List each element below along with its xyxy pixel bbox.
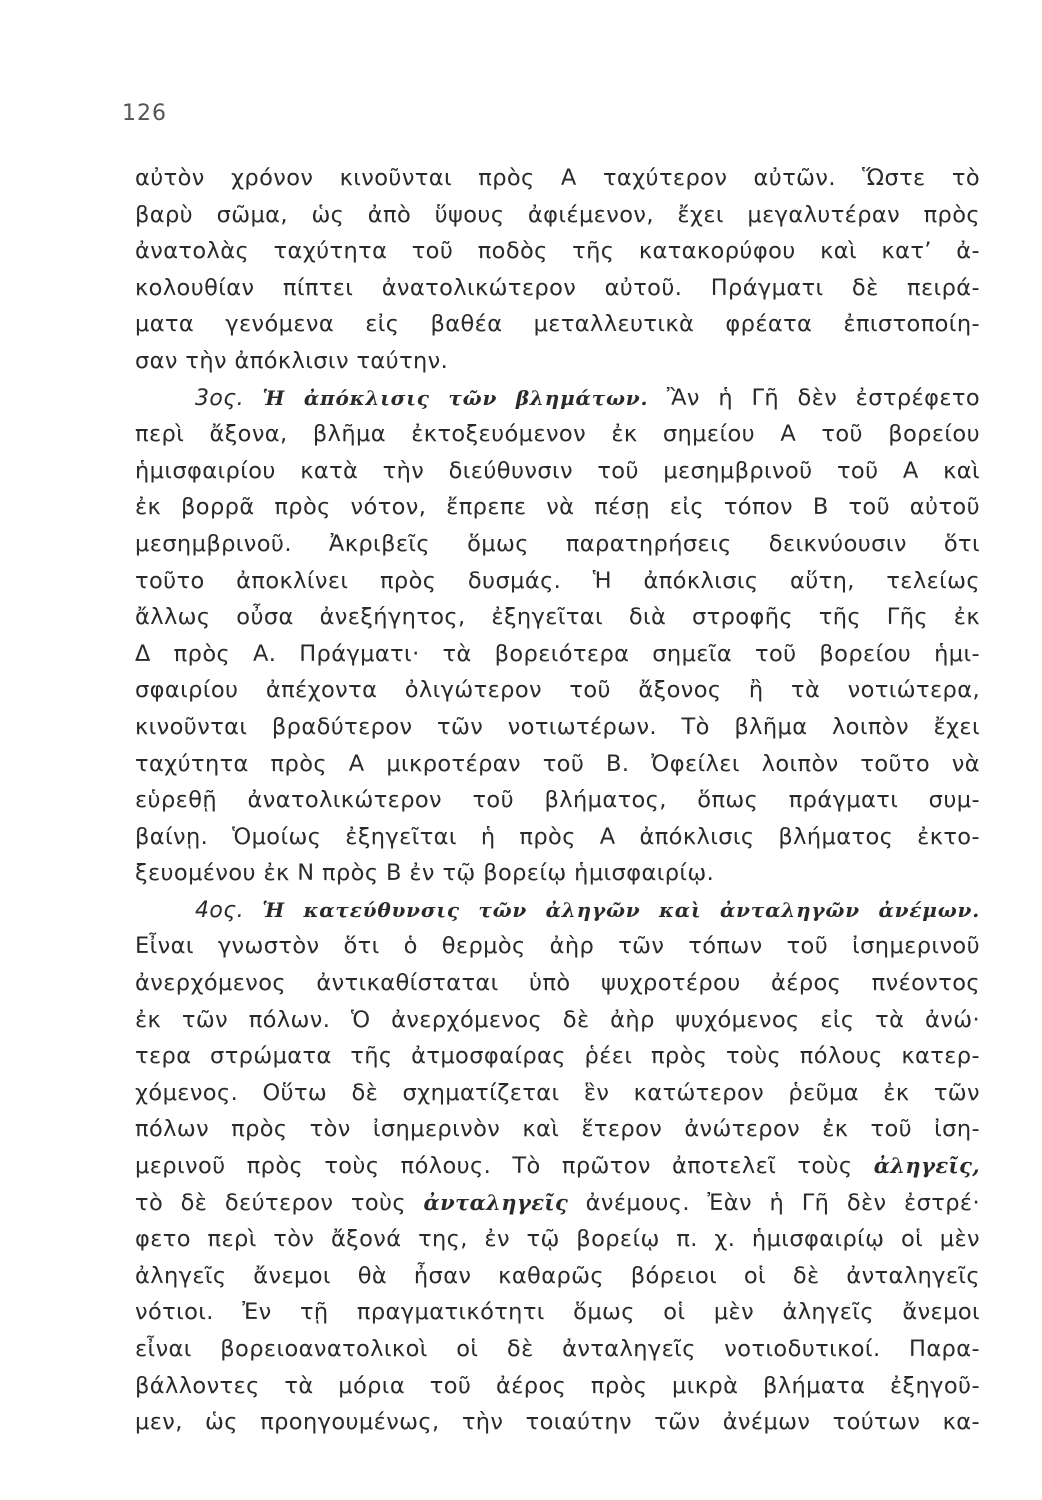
text-line: αὐτὸν χρόνον κινοῦνται πρὸς Α ταχύτερον αὐτῶν. Ὥστε τὸ xyxy=(135,165,980,191)
text-line: ταχύτητα πρὸς Α μικροτέραν τοῦ Β. Ὀφείλει λοιπὸν τοῦτο νὰ xyxy=(135,750,980,777)
text-line: ἀνατολὰς ταχύτητα τοῦ ποδὸς τῆς κατακορύφου καὶ κατ’ ἀ- xyxy=(135,238,980,265)
emphasized-term: ἀληγεῖς, xyxy=(873,1153,980,1179)
section-3-heading-line xyxy=(135,380,980,417)
body-text xyxy=(135,160,980,1441)
text-line: βαρὺ σῶμα, ὡς ἀπὸ ὕψους ἀφιέμενον, ἔχει μεγαλυτέραν πρὸς xyxy=(135,201,980,228)
text-line: χόμενος. Οὕτω δὲ σχηματίζεται ἓν κατώτερον ῥεῦμα ἐκ τῶν xyxy=(135,1079,980,1106)
text-line: τοῦτο ἀποκλίνει πρὸς δυσμάς. Ἡ ἀπόκλισις αὕτη, τελείως xyxy=(135,567,980,594)
text-line: ἀληγεῖς ἄνεμοι θὰ ἦσαν καθαρῶς βόρειοι οἱ δὲ ἀνταληγεῖς xyxy=(135,1262,980,1289)
text-line: σαν τὴν ἀπόκλισιν ταύτην. xyxy=(135,347,449,374)
text-line: πόλων πρὸς τὸν ἰσημερινὸν καὶ ἕτερον ἀνώτερον ἐκ τοῦ ἰση- xyxy=(135,1116,980,1143)
text-line: ἐκ τῶν πόλων. Ὁ ἀνερχόμενος δὲ ἀὴρ ψυχόμενος εἰς τὰ ἀνώ· xyxy=(135,1006,980,1033)
text-line: ματα γενόμενα εἰς βαθέα μεταλλευτικὰ φρέατα ἐπιστοποίη- xyxy=(135,311,980,338)
text-line xyxy=(135,1185,980,1222)
text-line: μεν, ὡς προηγουμένως, τὴν τοιαύτην τῶν ἀνέμων τούτων κα- xyxy=(135,1409,980,1436)
text-line: φετο περὶ τὸν ἄξονά της, ἐν τῷ βορείῳ π. χ. ἡμισφαιρίῳ οἱ μὲν xyxy=(135,1226,980,1253)
text-line: Δ πρὸς Α. Πράγματι· τὰ βορειότερα σημεῖα τοῦ βορείου ἡμι- xyxy=(135,640,980,667)
text-line: εἶναι βορειοανατολικοὶ οἱ δὲ ἀνταληγεῖς νοτιοδυτικοί. Παρα- xyxy=(135,1336,980,1362)
text-line: νότιοι. Ἐν τῇ πραγματικότητι ὅμως οἱ μὲν ἀληγεῖς ἄνεμοι xyxy=(135,1299,980,1326)
text-fragment: μερινοῦ πρὸς τοὺς πόλους. Τὸ πρῶτον ἀποτελεῖ τοὺς xyxy=(135,1153,853,1180)
text-fragment: Ἂν ἡ Γῆ δὲν ἐστρέφετο xyxy=(666,384,981,411)
text-line: τερα στρώματα τῆς ἀτμοσφαίρας ῥέει πρὸς τοὺς πόλους κατερ- xyxy=(135,1043,980,1070)
section-number: 3ος. xyxy=(195,385,244,411)
text-line: ἄλλως οὖσα ἀνεξήγητος, ἐξηγεῖται διὰ στροφῆς τῆς Γῆς ἐκ xyxy=(135,604,980,631)
text-line: μεσημβρινοῦ. Ἀκριβεῖς ὅμως παρατηρήσεις δεικνύουσιν ὅτι xyxy=(135,530,980,557)
text-line: βάλλοντες τὰ μόρια τοῦ ἀέρος πρὸς μικρὰ βλήματα ἐξηγοῦ- xyxy=(135,1372,980,1399)
emphasized-term: ἀνταληγεῖς xyxy=(423,1189,569,1215)
text-line: ἐκ βορρᾶ πρὸς νότον, ἔπρεπε νὰ πέσῃ εἰς τόπον Β τοῦ αὐτοῦ xyxy=(135,494,980,521)
text-line: κινοῦνται βραδύτερον τῶν νοτιωτέρων. Τὸ βλῆμα λοιπὸν ἔχει xyxy=(135,713,980,740)
section-number: 4ος. xyxy=(195,897,244,923)
text-line: ἡμισφαιρίου κατὰ τὴν διεύθυνσιν τοῦ μεσημβρινοῦ τοῦ Α καὶ xyxy=(135,457,980,484)
section-4-heading-line xyxy=(135,892,980,929)
text-line: βαίνῃ. Ὁμοίως ἐξηγεῖται ἡ πρὸς Α ἀπόκλισις βλήματος ἐκτο- xyxy=(135,823,980,850)
text-line: εὑρεθῇ ἀνατολικώτερον τοῦ βλήματος, ὅπως πράγματι συμ- xyxy=(135,787,980,814)
text-line: περὶ ἄξονα, βλῆμα ἐκτοξευόμενον ἐκ σημείου Α τοῦ βορείου xyxy=(135,421,980,448)
text-line: κολουθίαν πίπτει ἀνατολικώτερον αὐτοῦ. Πράγματι δὲ πειρά- xyxy=(135,274,980,301)
text-line: ἀνερχόμενος ἀντικαθίσταται ὑπὸ ψυχροτέρου ἀέρος πνέοντος xyxy=(135,970,980,997)
text-line: ξευομένου ἐκ Ν πρὸς Β ἐν τῷ βορείῳ ἡμισφαιρίῳ. xyxy=(135,860,715,887)
section-title: Ἡ ἀπόκλισις τῶν βλημάτων. xyxy=(262,385,649,410)
text-fragment: τὸ δὲ δεύτερον τοὺς xyxy=(135,1189,407,1216)
text-line xyxy=(135,1148,980,1185)
text-fragment: ἀνέμους. Ἐὰν ἡ Γῆ δὲν ἐστρέ· xyxy=(585,1189,980,1216)
page-number: 126 xyxy=(122,101,167,126)
text-line: Εἶναι γνωστὸν ὅτι ὁ θερμὸς ἀὴρ τῶν τόπων τοῦ ἰσημερινοῦ xyxy=(135,933,980,960)
text-line: σφαιρίου ἀπέχοντα ὀλιγώτερον τοῦ ἄξονος ἢ τὰ νοτιώτερα, xyxy=(135,677,980,704)
section-title: Ἡ κατεύθυνσις τῶν ἀληγῶν καὶ ἀνταληγῶν ἀνέμων. xyxy=(262,897,980,922)
